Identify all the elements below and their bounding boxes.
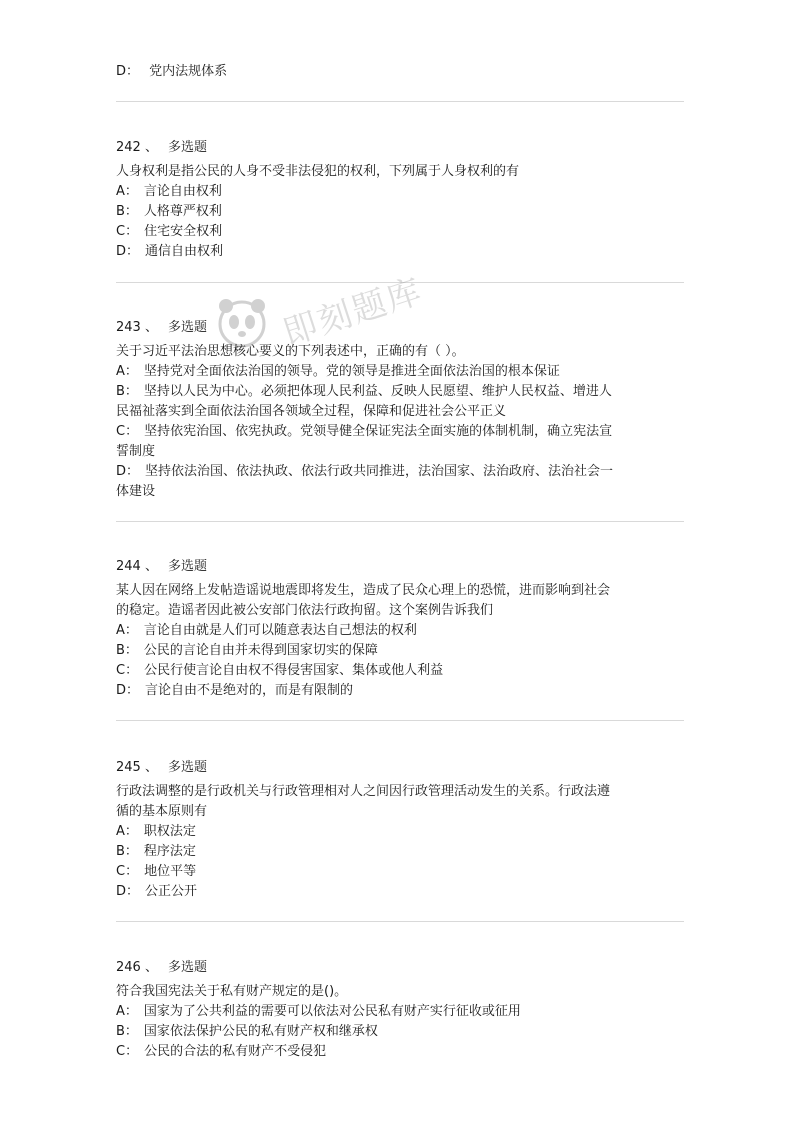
option-text: 公民的言论自由并未得到国家切实的保障 bbox=[143, 643, 378, 658]
option-letter: B： bbox=[116, 384, 138, 399]
option-letter: A： bbox=[116, 824, 138, 839]
option-line bbox=[116, 862, 686, 882]
question-number: 242 、 bbox=[116, 140, 158, 155]
question-242 bbox=[116, 138, 686, 262]
option-letter: D： bbox=[116, 683, 140, 698]
top-option bbox=[116, 62, 686, 82]
question-type: 多选题 bbox=[167, 559, 207, 574]
question-number: 243 、 bbox=[116, 320, 158, 335]
option-text: 坚持依法治国、依法执政、依法行政共同推进，法治国家、法治政府、法治社会一 bbox=[145, 464, 614, 479]
option-letter: D： bbox=[116, 884, 140, 899]
option-line bbox=[116, 242, 686, 262]
question-number: 245 、 bbox=[116, 760, 158, 775]
question-stem: 某人因在网络上发帖造谣说地震即将发生，造成了民众心理上的恐慌，进而影响到社会 bbox=[116, 583, 611, 598]
question-stem: 符合我国宪法关于私有财产规定的是()。 bbox=[116, 984, 348, 999]
option-line: 民福祉落实到全面依法治国各领域全过程，保障和促进社会公平正义 bbox=[116, 404, 507, 419]
option-text: 坚持以人民为中心。必须把体现人民利益、反映人民愿望、维护人民权益、增进人 bbox=[143, 384, 612, 399]
question-type: 多选题 bbox=[167, 140, 207, 155]
question-stem: 关于习近平法治思想核心要义的下列表述中，正确的有（ ）。 bbox=[116, 344, 465, 359]
option-text: 人格尊严权利 bbox=[143, 204, 222, 219]
option-text: 通信自由权利 bbox=[145, 244, 224, 259]
option-text: 言论自由权利 bbox=[143, 184, 222, 199]
question-stem: 行政法调整的是行政机关与行政管理相对人之间因行政管理活动发生的关系。行政法遵 bbox=[116, 784, 611, 799]
option-text: 言论自由不是绝对的，而是有限制的 bbox=[145, 683, 354, 698]
option-letter: B： bbox=[116, 1024, 138, 1039]
question-type: 多选题 bbox=[167, 320, 207, 335]
question-244 bbox=[116, 557, 686, 701]
option-letter: D： bbox=[116, 464, 140, 479]
question-stem: 的稳定。造谣者因此被公安部门依法行政拘留。这个案例告诉我们 bbox=[116, 603, 494, 618]
option-line bbox=[116, 641, 686, 661]
question-header bbox=[116, 758, 686, 778]
question-header bbox=[116, 958, 686, 978]
option-text: 地位平等 bbox=[144, 864, 197, 879]
option-letter: C： bbox=[116, 663, 139, 678]
option-letter: C： bbox=[116, 224, 139, 239]
option-line bbox=[116, 362, 686, 382]
option-text: 公民的合法的私有财产不受侵犯 bbox=[144, 1044, 327, 1059]
question-245 bbox=[116, 758, 686, 902]
option-line bbox=[116, 1022, 686, 1042]
option-line bbox=[116, 621, 686, 641]
question-header bbox=[116, 318, 686, 338]
option-line bbox=[116, 681, 686, 701]
question-number: 244 、 bbox=[116, 559, 158, 574]
question-stem: 人身权利是指公民的人身不受非法侵犯的权利，下列属于人身权利的有 bbox=[116, 164, 520, 179]
option-text: 坚持依宪治国、依宪执政。党领导健全保证宪法全面实施的体制机制，确立宪法宣 bbox=[144, 424, 613, 439]
option-text: 坚持党对全面依法治国的领导。党的领导是推进全面依法治国的根本保证 bbox=[143, 364, 560, 379]
option-line bbox=[116, 222, 686, 242]
question-header bbox=[116, 557, 686, 577]
question-type: 多选题 bbox=[167, 760, 207, 775]
option-letter: A： bbox=[116, 1004, 138, 1019]
option-line bbox=[116, 422, 686, 442]
option-line bbox=[116, 882, 686, 902]
divider bbox=[116, 720, 684, 721]
question-header bbox=[116, 138, 686, 158]
option-line bbox=[116, 822, 686, 842]
option-text: 住宅安全权利 bbox=[144, 224, 223, 239]
option-text: 公民行使言论自由权不得侵害国家、集体或他人利益 bbox=[144, 663, 444, 678]
option-text: 言论自由就是人们可以随意表达自己想法的权利 bbox=[143, 623, 417, 638]
question-type: 多选题 bbox=[167, 960, 207, 975]
option-letter: B： bbox=[116, 204, 138, 219]
option-line bbox=[116, 842, 686, 862]
option-text: 程序法定 bbox=[143, 844, 196, 859]
option-line bbox=[116, 1002, 686, 1022]
divider bbox=[116, 921, 684, 922]
option-line: 誓制度 bbox=[116, 444, 156, 459]
option-letter: C： bbox=[116, 424, 139, 439]
option-letter: B： bbox=[116, 844, 138, 859]
option-line bbox=[116, 661, 686, 681]
divider bbox=[116, 282, 684, 283]
option-line bbox=[116, 462, 686, 482]
question-246 bbox=[116, 958, 686, 1062]
option-line bbox=[116, 382, 686, 402]
option-text: 党内法规体系 bbox=[149, 64, 228, 79]
option-letter: B： bbox=[116, 643, 138, 658]
option-line bbox=[116, 202, 686, 222]
option-letter: A： bbox=[116, 623, 138, 638]
watermark-text: 即刻题库 bbox=[278, 271, 428, 354]
option-text: 职权法定 bbox=[143, 824, 196, 839]
question-243 bbox=[116, 318, 686, 502]
divider bbox=[116, 521, 684, 522]
question-stem: 循的基本原则有 bbox=[116, 804, 208, 819]
option-letter: C： bbox=[116, 864, 139, 879]
option-text: 国家为了公共利益的需要可以依法对公民私有财产实行征收或征用 bbox=[143, 1004, 521, 1019]
option-text: 国家依法保护公民的私有财产权和继承权 bbox=[143, 1024, 378, 1039]
option-letter: C： bbox=[116, 1044, 139, 1059]
option-letter: A： bbox=[116, 364, 138, 379]
question-number: 246 、 bbox=[116, 960, 158, 975]
option-letter: D： bbox=[116, 244, 140, 259]
option-line: 体建设 bbox=[116, 484, 156, 499]
option-text: 公正公开 bbox=[145, 884, 198, 899]
option-line bbox=[116, 1042, 686, 1062]
option-letter: A： bbox=[116, 184, 138, 199]
option-line bbox=[116, 182, 686, 202]
divider bbox=[116, 101, 684, 102]
option-letter: D： bbox=[116, 64, 140, 79]
